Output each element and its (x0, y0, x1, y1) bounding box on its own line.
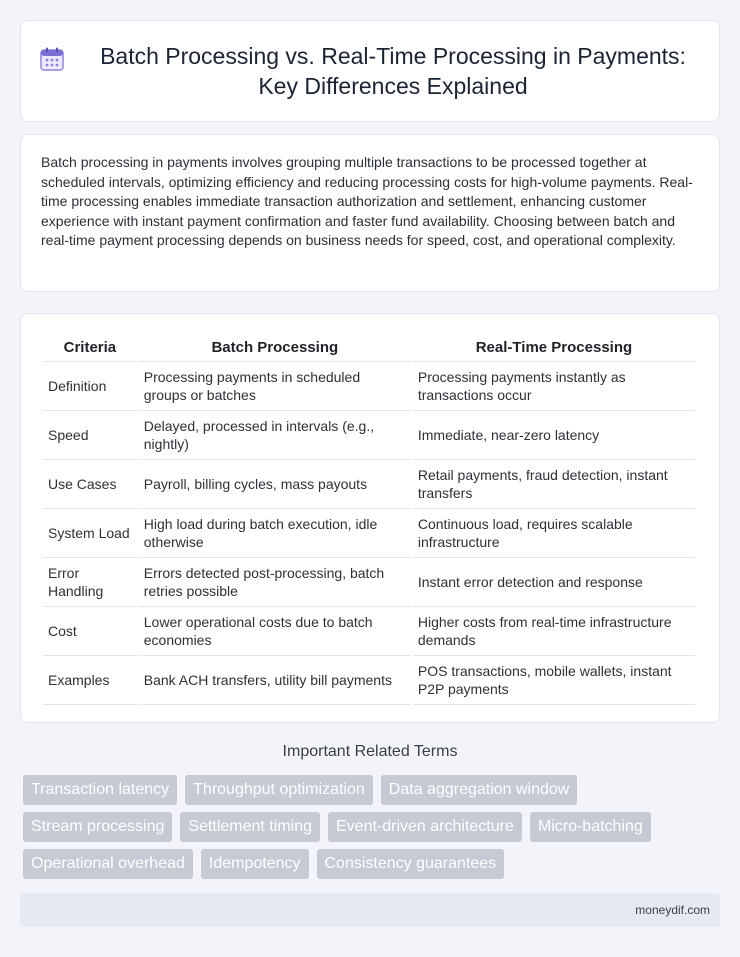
related-terms-list (23, 775, 723, 879)
table-row (43, 558, 695, 607)
term-tag[interactable]: Data aggregation window (381, 775, 578, 805)
footer (20, 893, 720, 927)
real-time-cell: Processing payments instantly as transactions occur (413, 362, 695, 411)
table-row (43, 460, 695, 509)
term-tag[interactable]: Consistency guarantees (317, 849, 505, 879)
calendar-icon (39, 46, 65, 72)
header-criteria: Criteria (43, 334, 137, 362)
term-tag[interactable]: Micro-batching (530, 812, 651, 842)
term-tag[interactable]: Stream processing (23, 812, 172, 842)
header-real-time: Real-Time Processing (413, 334, 695, 362)
table-row (43, 607, 695, 656)
term-tag[interactable]: Settlement timing (180, 812, 320, 842)
comparison-table-card (20, 313, 720, 723)
criteria-cell: Error Handling (43, 558, 137, 607)
title-card (20, 20, 720, 122)
criteria-cell: Use Cases (43, 460, 137, 509)
batch-cell: High load during batch execution, idle otherwise (139, 509, 411, 558)
batch-cell: Payroll, billing cycles, mass payouts (139, 460, 411, 509)
batch-cell: Processing payments in scheduled groups or batches (139, 362, 411, 411)
page-title: Batch Processing vs. Real-Time Processing in Payments: Key Differences Explained (100, 43, 686, 99)
term-tag[interactable]: Operational overhead (23, 849, 193, 879)
term-tag[interactable]: Idempotency (201, 849, 309, 879)
related-terms-title: Important Related Terms (282, 743, 458, 760)
table-row (43, 411, 695, 460)
criteria-cell: Speed (43, 411, 137, 460)
term-tag[interactable]: Throughput optimization (185, 775, 373, 805)
batch-cell: Lower operational costs due to batch economies (139, 607, 411, 656)
real-time-cell: Higher costs from real-time infrastructure demands (413, 607, 695, 656)
table-row (43, 509, 695, 558)
batch-cell: Delayed, processed in intervals (e.g., nightly) (139, 411, 411, 460)
table-row (43, 362, 695, 411)
table-row (43, 656, 695, 705)
criteria-cell: Cost (43, 607, 137, 656)
criteria-cell: Definition (43, 362, 137, 411)
real-time-cell: Instant error detection and response (413, 558, 695, 607)
batch-cell: Bank ACH transfers, utility bill payments (139, 656, 411, 705)
intro-card (20, 134, 720, 292)
table-header-row (43, 334, 695, 362)
header-batch: Batch Processing (139, 334, 411, 362)
intro-paragraph: Batch processing in payments involves grouping multiple transactions to be processed together at scheduled intervals, optimizing efficiency and reducing processing costs for high-volume payments. Real-time processing enables immediate transaction authorization and settlement, enhancing customer experience with instant payment confirmation and faster fund availability. Choosing between batch and real-time payment processing depends on business needs for speed, cost, and operational complexity. (41, 154, 693, 248)
term-tag[interactable]: Event-driven architecture (328, 812, 522, 842)
real-time-cell: POS transactions, mobile wallets, instant P2P payments (413, 656, 695, 705)
comparison-table (41, 334, 697, 705)
criteria-cell: System Load (43, 509, 137, 558)
footer-site-link[interactable]: moneydif.com (635, 903, 710, 917)
batch-cell: Errors detected post-processing, batch retries possible (139, 558, 411, 607)
criteria-cell: Examples (43, 656, 137, 705)
real-time-cell: Immediate, near-zero latency (413, 411, 695, 460)
real-time-cell: Continuous load, requires scalable infrastructure (413, 509, 695, 558)
term-tag[interactable]: Transaction latency (23, 775, 177, 805)
real-time-cell: Retail payments, fraud detection, instant transfers (413, 460, 695, 509)
